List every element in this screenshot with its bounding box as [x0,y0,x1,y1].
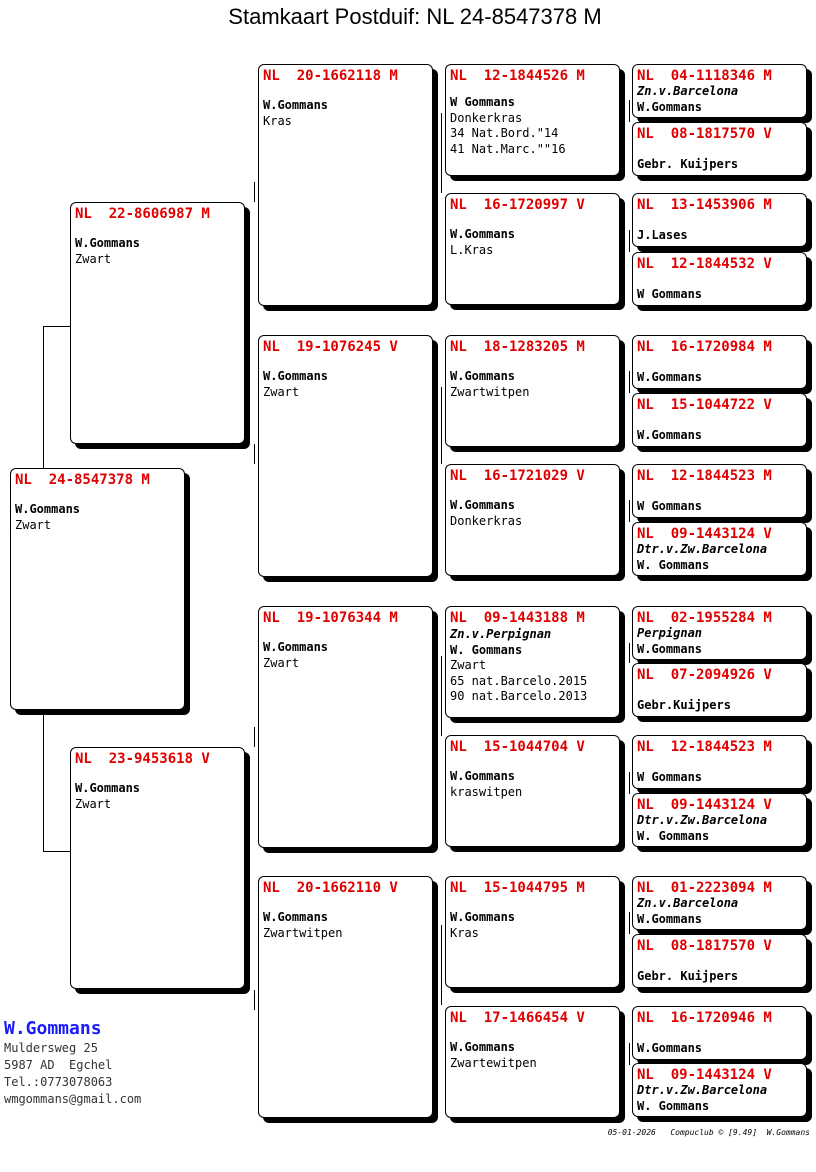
connector-line [43,326,70,327]
owner-name: W.Gommans [450,769,516,783]
ring-number: NL 22-8606987 M [75,206,210,222]
pigeon-card-ancestor[interactable] [632,64,807,118]
ring-number: NL 02-1955284 M [637,610,772,626]
owner-name: W.Gommans [450,1040,516,1054]
pigeon-card-ancestor[interactable] [632,335,807,389]
ring-number: NL 17-1466454 V [450,1010,585,1026]
ring-number: NL 19-1076344 M [263,610,398,626]
connector-line [441,925,442,1005]
owner-name: W.Gommans [75,236,141,250]
pigeon-card-ancestor[interactable] [632,193,807,247]
ring-number: NL 20-1662118 M [263,68,398,84]
ring-number: NL 19-1076245 V [263,339,398,355]
pigeon-card-ancestor[interactable] [632,663,807,717]
connector-line [254,727,255,747]
owner-name: W.Gommans [450,227,516,241]
ring-number: NL 12-1844526 M [450,68,585,84]
color-label: Donkerkras [450,110,523,125]
pigeon-card-great-grandparent[interactable] [445,193,620,305]
result-note: 90 nat.Barcelo.2013 [450,689,588,703]
owner-name: W.Gommans [263,640,329,654]
color-label: Zwart [75,796,112,811]
color-label: Zwart [15,517,52,532]
footer-credit: 05-01-2026 Compuclub © [9.49] W.Gommans [607,1128,810,1137]
pigeon-title: Zn.v.Perpignan [450,627,552,641]
ring-number: NL 16-1720946 M [637,1010,772,1026]
color-label: Zwart [263,384,300,399]
connector-line [254,444,255,464]
owner-name: W.Gommans [75,781,141,795]
breeder-street: Muldersweg 25 [4,1041,98,1055]
ring-number: NL 16-1721029 V [450,468,585,484]
pigeon-title: Zn.v.Barcelona [637,896,739,910]
pigeon-card-great-grandparent[interactable] [445,335,620,447]
owner-name: W.Gommans [637,428,703,442]
ring-number: NL 23-9453618 V [75,751,210,767]
ring-number: NL 18-1283205 M [450,339,585,355]
owner-name: W. Gommans [450,642,523,657]
pigeon-card-great-grandparent[interactable] [445,735,620,847]
pigeon-card-ancestor[interactable] [632,1006,807,1060]
owner-name: J.Lases [637,228,688,242]
owner-name: W.Gommans [450,910,516,924]
owner-name: W.Gommans [15,502,81,516]
connector-line [441,113,442,193]
ring-number: NL 20-1662110 V [263,880,398,896]
owner-name: Gebr. Kuijpers [637,157,739,171]
pigeon-card-sire[interactable] [70,202,245,444]
owner-name: W. Gommans [637,1098,710,1113]
color-label: Zwartewitpen [450,1055,537,1070]
result-note: 65 nat.Barcelo.2015 [450,673,588,688]
result-note: 41 Nat.Marc.""16 [450,141,566,156]
pigeon-title: Perpignan [637,626,703,640]
pigeon-card-great-grandparent[interactable] [445,606,620,718]
owner-name: W Gommans [637,770,703,784]
ring-number: NL 09-1443124 V [637,1067,772,1083]
breeder-city: 5987 AD Egchel [4,1058,113,1072]
ring-number: NL 16-1720984 M [637,339,772,355]
ring-number: NL 16-1720997 V [450,197,585,213]
owner-name: W.Gommans [263,98,329,112]
pigeon-card-ancestor[interactable] [632,464,807,518]
pigeon-card-grandparent[interactable] [258,606,433,848]
owner-name: W.Gommans [450,369,516,383]
connector-line [629,1043,630,1065]
ring-number: NL 12-1844523 M [637,739,772,755]
owner-name: W. Gommans [637,828,710,843]
ring-number: NL 13-1453906 M [637,197,772,213]
owner-name: W.Gommans [637,99,703,114]
owner-name: W.Gommans [450,498,516,512]
pigeon-card-ancestor[interactable] [632,735,807,789]
pigeon-card-ancestor[interactable] [632,1063,807,1117]
owner-name: W.Gommans [637,370,703,384]
page-title: Stamkaart Postduif: NL 24-8547378 M [228,4,602,29]
owner-name: W Gommans [450,95,516,109]
connector-line [629,371,630,393]
owner-name: W.Gommans [263,369,329,383]
ring-number: NL 07-2094926 V [637,667,772,683]
color-label: L.Kras [450,242,494,257]
ring-number: NL 09-1443188 M [450,610,585,626]
owner-name: Gebr. Kuijpers [637,969,739,983]
connector-line [629,230,630,252]
owner-name: Gebr.Kuijpers [637,698,731,712]
connector-line [629,912,630,934]
breeder-name: W.Gommans [4,1018,102,1039]
owner-name: W Gommans [637,499,703,513]
result-note: 34 Nat.Bord."14 [450,126,559,140]
pigeon-card-grandparent[interactable] [258,876,433,1118]
pigeon-card-ancestor[interactable] [632,252,807,306]
pigeon-card-ancestor[interactable] [632,122,807,176]
color-label: Zwart [263,655,300,670]
pigeon-card-ancestor[interactable] [632,793,807,847]
color-label: Zwartwitpen [450,384,530,399]
color-label: Zwartwitpen [263,925,343,940]
pigeon-title: Dtr.v.Zw.Barcelona [637,1083,768,1097]
connector-line [629,772,630,794]
connector-line [629,100,630,122]
color-label: Zwart [75,251,112,266]
pigeon-card-grandparent[interactable] [258,335,433,577]
owner-name: W.Gommans [263,910,329,924]
pigeon-card-ancestor[interactable] [632,876,807,930]
owner-name: W.Gommans [637,911,703,926]
ring-number: NL 08-1817570 V [637,126,772,142]
connector-line [254,182,255,202]
breeder-email[interactable]: wmgommans@gmail.com [4,1092,142,1106]
pigeon-card-ancestor[interactable] [632,934,807,988]
ring-number: NL 01-2223094 M [637,880,772,896]
connector-line [254,990,255,1010]
connector-line [43,851,70,852]
connector-line [629,643,630,663]
ring-number: NL 08-1817570 V [637,938,772,954]
pigeon-title: Dtr.v.Zw.Barcelona [637,542,768,556]
pigeon-title: Dtr.v.Zw.Barcelona [637,813,768,827]
ring-number: NL 12-1844532 V [637,256,772,272]
ring-number: NL 24-8547378 M [15,472,150,488]
pigeon-card-dam[interactable] [70,747,245,989]
owner-name: W. Gommans [637,557,710,572]
pigeon-card-grandparent[interactable] [258,64,433,306]
pigeon-card-great-grandparent[interactable] [445,64,620,176]
color-label: Donkerkras [450,513,523,528]
pigeon-title: Zn.v.Barcelona [637,84,739,98]
owner-name: W.Gommans [637,1041,703,1055]
ring-number: NL 15-1044704 V [450,739,585,755]
ring-number: NL 15-1044795 M [450,880,585,896]
owner-name: W Gommans [637,287,703,301]
ring-number: NL 09-1443124 V [637,526,772,542]
ring-number: NL 04-1118346 M [637,68,772,84]
connector-line [43,326,44,468]
ring-number: NL 15-1044722 V [637,397,772,413]
connector-line [441,387,442,464]
pigeon-card-great-grandparent[interactable] [445,876,620,988]
owner-name: W.Gommans [637,641,703,656]
pigeon-card-subject[interactable] [10,468,185,710]
ring-number: NL 12-1844523 M [637,468,772,484]
pigeon-card-ancestor[interactable] [632,606,807,660]
pigeon-card-great-grandparent[interactable] [445,1006,620,1118]
color-label: Kras [263,113,292,128]
pigeon-card-ancestor[interactable] [632,522,807,576]
breeder-phone: Tel.:0773078063 [4,1075,113,1089]
color-label: kraswitpen [450,784,523,799]
pigeon-card-ancestor[interactable] [632,393,807,447]
connector-line [629,500,630,522]
color-label: Zwart [450,658,487,672]
color-label: Kras [450,925,479,940]
connector-line [441,656,442,736]
connector-line [43,712,44,851]
ring-number: NL 09-1443124 V [637,797,772,813]
pigeon-card-great-grandparent[interactable] [445,464,620,576]
breeder-address [4,1018,141,1108]
